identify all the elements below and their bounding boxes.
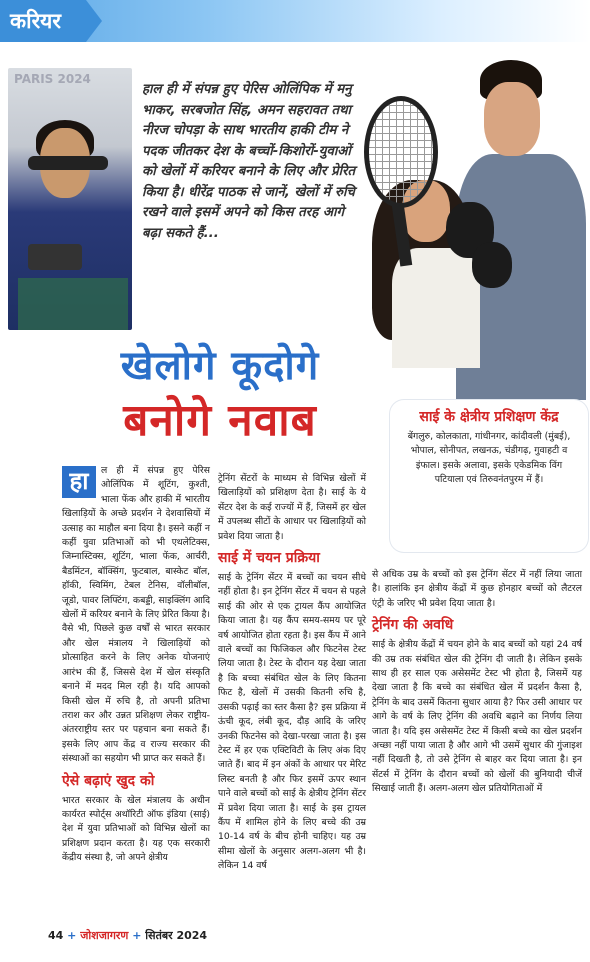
- sai-centers-box: [390, 400, 588, 552]
- intro-paragraph: हाल ही में संपन्न हुए पेरिस ओलिंपिक में मनु भाकर, सरबजोत सिंह, अमन सहरावत तथा नीरज चोपड़ा के साथ भारतीय हाकी टीम ने पदक जीतकर देश के बच्चों-किशोरों-युवाओं को खेलों में करियर बनाने के लिए और प्रेरित किया है। धीरेंद्र पाठक से जानें, खेलों में रुचि रखने वाले इसमें अपने को किस तरह आगे बढ़ा सकते हैं...: [142, 82, 356, 241]
- page-footer: [48, 928, 207, 943]
- man-face: [484, 82, 540, 156]
- drop-cap: हा: [62, 466, 96, 498]
- pistol-shape: [28, 244, 82, 270]
- glasses-shape: [28, 156, 108, 170]
- sai-box-title: साई के क्षेत्रीय प्रशिक्षण केंद्र: [419, 409, 559, 425]
- column1-para1: ल ही में संपन्न हुए पेरिस ओलिंपिक में शूटिंग, कुश्ती, भाला फेंक और हाकी में भारतीय खिलाड़ियों के अच्छे प्रदर्शन ने देशवासियों में उत्साह का माहौल बना दिया है। इसने कहीं न कहीं युवा प्रतिभाओं को भी एथलेटिक्स, जिम्नास्टिक्स, शूटिंग, भाला फेंक, आर्चरी, बैडमिंटन, बॉक्सिंग, फुटबाल, बास्केट बॉल, हॉकी, स्विमिंग, टेबल टेनिस, वॉलीबॉल, जूडो, पावर लिफ्टिंग, कबड्डी, साइक्लिंग आदि खेलों में करियर बनाने के लिए प्रेरित किया है। वैसे भी, पिछले कुछ वर्षों से भारत सरकार और खेल मंत्रालय ने खिलाड़ियों को प्रोत्साहित करने के लिए अनेक योजनाएं आरंभ की हैं, जिससे देश में खेल संस्कृति बनाने में मदद मिल रही है। यदि आपको किसी खेल में रुचि है, तो अपनी प्रतिभा तराश कर और उन्नत प्रशिक्षण लेकर राष्ट्रीय-अंतरराष्ट्रीय स्तर पर पहचान बना सकते हैं। इसके लिए आप केंद्र व राज्य सरकार की संस्थाओं का सहयोग भी प्राप्त कर सकते हैं।: [62, 465, 210, 765]
- column2-para2: साई के ट्रेनिंग सेंटर में बच्चों का चयन सीधे नहीं होता है। इन ट्रेनिंग सेंटर में चयन से पहले साई की ओर से एक ट्रायल कैंप आयोजित किया जाता है। यह कैंप समय-समय पर पूरे वर्ष आयोजित होता रहता है। इस कैंप में आने वाले बच्चों का फिजिकल और फिटनेस टेस्ट लिया जाता है। टेस्ट के दौरान यह देखा जाता है कि बच्चा संबंधित खेल के लिए कितना फिट है, खेलों में उसकी कितनी रुचि है, उसकी पढ़ाई का स्तर कैसा है? इस प्रक्रिया में ऊंची कूद, लंबी कूद, दौड़ आदि के जरिए उनकी फिटनेस को देखा-परखा जाता है। इस टेस्ट में हर एक एक्टिविटी के लिए अंक दिए जाते हैं। बाद में इन अंकों के आधार पर मेरिट लिस्ट बनती है और फिर इसमें ऊपर स्थान पाने वाले बच्चों को साई के क्षेत्रीय ट्रेनिंग सेंटर में प्रवेश दिया जाता है। साई के इस ट्रायल कैंप में शामिल होने के लिए बच्चे की उम्र 10-14 वर्ष के बीच होनी चाहिए। यह उम्र सीमा खेलों के अनुसार अलग-अलग भी है। लेकिन 14 वर्ष: [218, 572, 366, 872]
- publication-name: जोश: [80, 929, 99, 942]
- section-tag: करियर: [0, 0, 86, 42]
- issue-date: सितंबर 2024: [145, 929, 208, 942]
- boxing-glove-icon: [472, 242, 512, 288]
- section-header: [0, 0, 590, 42]
- athletes-photo: [352, 60, 590, 400]
- subheading-grow: ऐसे बढ़ाएं खुद को: [62, 772, 155, 789]
- subheading-selection: साई में चयन प्रक्रिया: [218, 550, 320, 567]
- headline-line2: बनोगे नवाब: [123, 395, 317, 446]
- photo-caption: PARIS 2024: [14, 72, 91, 86]
- shooter-photo: [8, 68, 132, 330]
- article-column-3: [372, 568, 582, 797]
- headline-line1: खेलोगे कूदोगे: [120, 343, 320, 389]
- publication-subtitle: जागरण: [98, 929, 129, 942]
- target-board: [18, 278, 128, 330]
- tennis-racket-icon: [364, 96, 438, 208]
- sai-box-text: बेंगलुरु, कोलकाता, गांधीनगर, कांदीवली (मुंबई), भोपाल, सोनीपत, लखनऊ, चंडीगढ़, गुवाहटी व इंफाल। इसके अलावा, इसके एकेडमिक विंग पटियाला एवं तिरुवनंतपुरम में हैं।: [407, 431, 571, 485]
- column3-para1: से अधिक उम्र के बच्चों को इस ट्रेनिंग सेंटर में नहीं लिया जाता है। हालांकि इन क्षेत्रीय केंद्रों में कुछ होनहार बच्चों को लैटरल एंट्री के जरिए भी प्रवेश दिया जाता है।: [372, 569, 582, 609]
- page-number: 44: [48, 929, 64, 942]
- article-column-2: [218, 472, 366, 874]
- column3-para2: साई के क्षेत्रीय केंद्रों में चयन होने के बाद बच्चों को यहां 24 वर्ष की उम्र तक संबंधित खेल की ट्रेनिंग दी जाती है। लेकिन इसके साथ ही हर साल एक असेसमेंट टेस्ट भी होता है, जिसमें यह देखा जाता है कि बच्चे का संबंधित खेल में प्रदर्शन कैसा है, ट्रेनिंग के बाद उसमें कितना सुधार आया है? फिर उसी आधार पर आगे के वर्ष के लिए ट्रेनिंग की अवधि बढ़ाने का निर्णय लिया जाता है। यदि इस असेसमेंट टेस्ट में किसी बच्चे का खेल प्रदर्शन अच्छा नहीं पाया जाता है और आगे भी उसमें सुधार की गुंजाइश नहीं दिखती है, तो उसे ट्रेनिंग से बाहर कर दिया जाता है। इन सेंटर्स में ट्रेनिंग के दौरान बच्चों को खेलों की बुनियादी चीजें सिखाई जाती हैं। अलग-अलग खेल प्रतियोगिताओं में: [372, 639, 582, 795]
- article-column-1: [62, 464, 210, 866]
- subheading-duration: ट्रेनिंग की अवधि: [372, 617, 454, 634]
- woman-top: [392, 248, 480, 368]
- column1-para2: भारत सरकार के खेल मंत्रालय के अधीन कार्यरत स्पोर्ट्स अथॉरिटी ऑफ इंडिया (साई) देश में युवा प्रतिभाओं को विभिन्न खेलों का प्रशिक्षण प्रदान करता है। यह एक सरकारी केंद्रीय संस्था है, जो अपने क्षेत्रीय: [62, 794, 210, 864]
- separator: +: [132, 929, 142, 942]
- separator: +: [67, 929, 77, 942]
- column2-para1: ट्रेनिंग सेंटरों के माध्यम से विभिन्न खेलों में खिलाड़ियों को प्रशिक्षण देता है। साई के ये सेंटर देश के कई राज्यों में हैं, जिसमें हर खेल में उपलब्ध सीटों के आधार पर खिलाड़ियों को प्रवेश दिया जाता है।: [218, 473, 366, 542]
